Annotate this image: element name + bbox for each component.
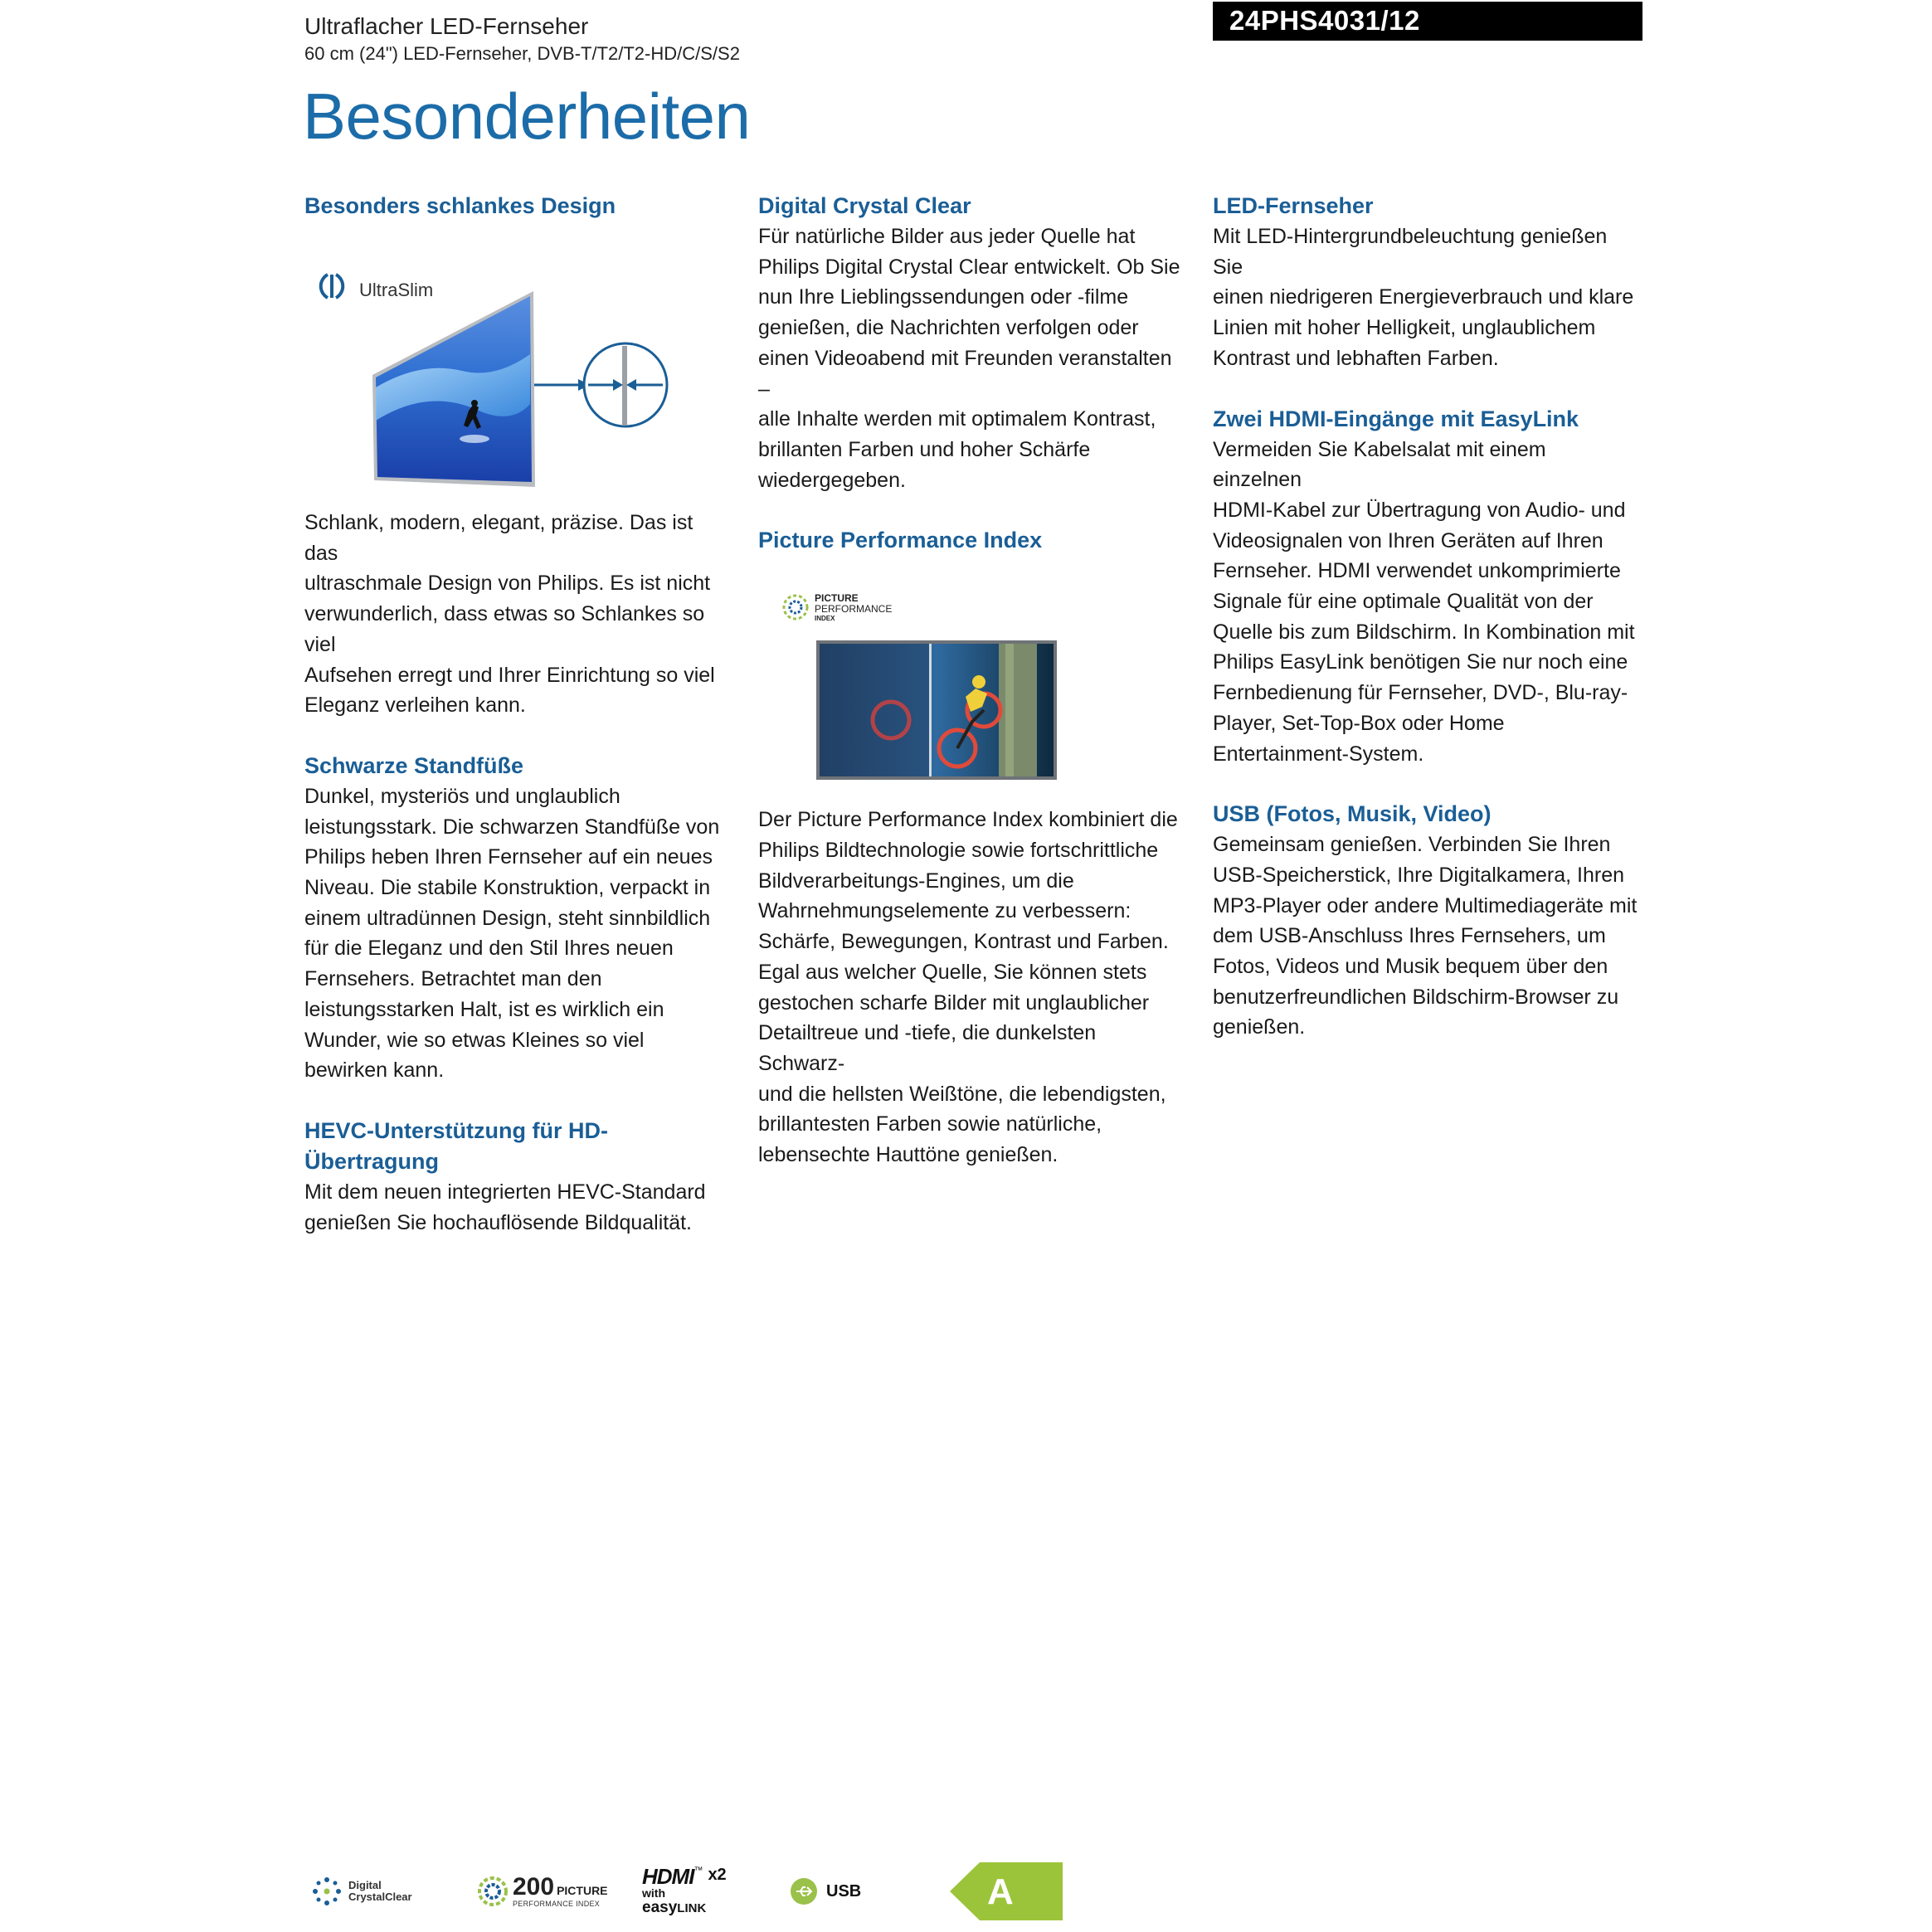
product-spec: 60 cm (24") LED-Fernseher, DVB-T/T2/T2-HD/C/S/S2 bbox=[304, 43, 740, 64]
text-line: Dunkel, mysteriös und unglaublich bbox=[304, 784, 620, 808]
ppi-icon bbox=[476, 1875, 509, 1908]
text-line: Schlank, modern, elegant, präzise. Das ist das bbox=[304, 511, 693, 565]
heading-line: Übertragung bbox=[304, 1148, 439, 1174]
text-line: HDMI-Kabel zur Übertragung von Audio- und bbox=[1213, 498, 1626, 522]
model-number-bar: 24PHS4031/12 bbox=[1213, 2, 1642, 41]
ppi-logo-icon bbox=[784, 596, 807, 619]
hdmi-with: with bbox=[642, 1886, 665, 1900]
text-line: Kontrast und lebhaften Farben. bbox=[1213, 346, 1499, 370]
section-heading-picture-performance-index: Picture Performance Index bbox=[758, 528, 1043, 553]
text-line: Philips heben Ihren Fernseher auf ein neues bbox=[304, 845, 713, 869]
hdmi-tm: ™ bbox=[693, 1866, 703, 1876]
text-line: Fernseher. HDMI verwendet unkomprimierte bbox=[1213, 559, 1621, 583]
text-line: Vermeiden Sie Kabelsalat mit einem einzelnen bbox=[1213, 437, 1546, 492]
text-line: bewirken kann. bbox=[304, 1058, 445, 1083]
text-line: brillantesten Farben sowie natürliche, bbox=[758, 1112, 1102, 1136]
column-right bbox=[1213, 191, 1640, 1043]
hdmi-easy: easy bbox=[642, 1899, 678, 1916]
text-line: genießen Sie hochauflösende Bildqualität. bbox=[304, 1210, 693, 1234]
text-line: einen niedrigeren Energieverbrauch und klare bbox=[1213, 285, 1634, 309]
text-line: Für natürliche Bilder aus jeder Quelle hat bbox=[758, 225, 1136, 248]
text-line: ultraschmale Design von Philips. Es ist nicht bbox=[304, 572, 711, 596]
section-heading-led-tv: LED-Fernseher bbox=[1213, 193, 1374, 218]
text-line: Wahrnehmungselemente zu verbessern: bbox=[758, 899, 1131, 923]
energy-class-arrow bbox=[950, 1862, 1063, 1920]
text-line: gestochen scharfe Bilder mit unglaublicher bbox=[758, 990, 1150, 1015]
text-line: genießen, die Nachrichten verfolgen oder bbox=[758, 316, 1139, 340]
hdmi-link: LINK bbox=[677, 1901, 707, 1915]
ppi-number: 200 bbox=[513, 1873, 555, 1900]
usb-logo bbox=[790, 1858, 861, 1925]
hdmi-easylink-logo bbox=[642, 1858, 727, 1925]
text-line: Quelle bis zum Bildschirm. In Kombination mit bbox=[1213, 620, 1635, 644]
text-line: lebensechte Hauttöne genießen. bbox=[758, 1143, 1058, 1167]
text-line: Gemeinsam genießen. Verbinden Sie Ihren bbox=[1213, 833, 1611, 857]
ppi-logo-line: INDEX bbox=[815, 615, 835, 623]
ppi-200-logo bbox=[476, 1858, 608, 1925]
ultraslim-image bbox=[304, 221, 732, 508]
text-line: genießen. bbox=[1213, 1015, 1306, 1039]
ppi-sub: PERFORMANCE INDEX bbox=[513, 1900, 601, 1908]
dcc-line: Digital bbox=[348, 1879, 382, 1891]
dcc-line: CrystalClear bbox=[348, 1891, 412, 1903]
section-heading-slim-design: Besonders schlankes Design bbox=[304, 193, 616, 218]
hdmi-count: x2 bbox=[708, 1866, 727, 1884]
text-line: einen Videoabend mit Freunden veranstalten – bbox=[758, 346, 1172, 401]
text-line: Egal aus welcher Quelle, Sie können stets bbox=[758, 960, 1147, 984]
text-line: Der Picture Performance Index kombiniert die bbox=[758, 808, 1178, 832]
text-line: Bildverarbeitungs-Engines, um die bbox=[758, 869, 1074, 893]
text-line: Eleganz verleihen kann. bbox=[304, 693, 526, 718]
text-line: leistungsstark. Die schwarzen Standfüße von bbox=[304, 815, 720, 839]
text-line: Aufsehen erregt und Ihrer Einrichtung so viel bbox=[304, 663, 715, 687]
text-line: Schärfe, Bewegungen, Kontrast und Farben. bbox=[758, 930, 1169, 954]
text-line: Signale für eine optimale Qualität von der bbox=[1213, 590, 1594, 614]
text-line: nun Ihre Lieblingssendungen oder -filme bbox=[758, 285, 1129, 309]
energy-class-letter: A bbox=[987, 1871, 1014, 1912]
text-line: Fotos, Videos und Musik bequem über den bbox=[1213, 955, 1608, 979]
text-line: Philips Digital Crystal Clear entwickelt. Ob Sie bbox=[758, 255, 1180, 279]
product-line: Ultraflacher LED-Fernseher bbox=[304, 13, 589, 39]
text-line: Niveau. Die stabile Konstruktion, verpackt in bbox=[304, 876, 711, 900]
ppi-logo-line: PERFORMANCE bbox=[815, 603, 893, 616]
ultraslim-logo-text: UltraSlim bbox=[359, 280, 434, 300]
text-line: für die Eleganz und den Stil Ihres neuen bbox=[304, 937, 674, 961]
text-line: Detailtreue und -tiefe, die dunkelsten Schwarz- bbox=[758, 1021, 1097, 1075]
column-middle bbox=[758, 191, 1185, 1170]
section-heading-usb: USB (Fotos, Musik, Video) bbox=[1213, 801, 1492, 827]
text-line: brillanten Farben und hoher Schärfe bbox=[758, 437, 1091, 461]
section-heading-hevc bbox=[304, 1116, 732, 1177]
text-line: Videosignalen von Ihren Geräten auf Ihren bbox=[1213, 528, 1604, 552]
digital-crystal-clear-logo bbox=[310, 1858, 412, 1925]
usb-icon bbox=[790, 1877, 818, 1905]
ppi-word: PICTURE bbox=[557, 1884, 608, 1897]
hdmi-word: HDMI bbox=[642, 1864, 694, 1889]
text-line: USB-Speicherstick, Ihre Digitalkamera, Ihren bbox=[1213, 863, 1625, 887]
text-line: Philips Bildtechnologie sowie fortschrittliche bbox=[758, 839, 1159, 863]
text-line: Wunder, wie so etwas Kleines so viel bbox=[304, 1028, 645, 1052]
text-line: Player, Set-Top-Box oder Home bbox=[1213, 711, 1505, 735]
text-line: Fernbedienung für Fernseher, DVD-, Blu-ray- bbox=[1213, 681, 1628, 705]
energy-label bbox=[950, 1858, 1063, 1925]
text-line: und die hellsten Weißtöne, die lebendigsten, bbox=[758, 1082, 1166, 1106]
text-line: Entertainment-System. bbox=[1213, 742, 1424, 766]
text-line: Fernsehers. Betrachtet man den bbox=[304, 967, 602, 991]
feature-logo-strip bbox=[299, 1858, 1128, 1925]
ultraslim-logo-icon bbox=[321, 275, 343, 298]
text-line: Mit LED-Hintergrundbeleuchtung genießen Sie bbox=[1213, 225, 1608, 279]
section-heading-black-stands: Schwarze Standfüße bbox=[304, 752, 524, 778]
page-title: Besonderheiten bbox=[303, 80, 751, 153]
crystal-clear-icon bbox=[310, 1875, 343, 1908]
column-left bbox=[304, 191, 732, 1238]
ppi-tv-illustration bbox=[758, 556, 1185, 805]
text-line: leistungsstarken Halt, ist es wirklich ein bbox=[304, 997, 664, 1021]
text-line: MP3-Player oder andere Multimediageräte mit bbox=[1213, 893, 1638, 917]
text-line: wiedergegeben. bbox=[758, 468, 906, 492]
ppi-image bbox=[758, 556, 1185, 805]
ppi-logo-line: PICTURE bbox=[815, 592, 859, 605]
text-line: dem USB-Anschluss Ihres Fernsehers, um bbox=[1213, 924, 1606, 948]
text-line: Philips EasyLink benötigen Sie nur noch eine bbox=[1213, 650, 1628, 674]
text-line: Mit dem neuen integrierten HEVC-Standard bbox=[304, 1180, 706, 1204]
usb-label: USB bbox=[826, 1881, 862, 1900]
text-line: Linien mit hoher Helligkeit, unglaublichem bbox=[1213, 316, 1596, 340]
ultraslim-tv-illustration bbox=[304, 221, 732, 508]
section-heading-hdmi: Zwei HDMI-Eingänge mit EasyLink bbox=[1213, 406, 1579, 431]
heading-line: HEVC-Unterstützung für HD- bbox=[304, 1117, 608, 1143]
text-line: benutzerfreundlichen Bildschirm-Browser zu bbox=[1213, 985, 1619, 1009]
text-line: verwunderlich, dass etwas so Schlankes so viel bbox=[304, 602, 705, 656]
text-line: einem ultradünnen Design, steht sinnbildlich bbox=[304, 906, 711, 930]
text-line: alle Inhalte werden mit optimalem Kontrast, bbox=[758, 407, 1156, 431]
section-heading-digital-crystal-clear: Digital Crystal Clear bbox=[758, 193, 971, 218]
